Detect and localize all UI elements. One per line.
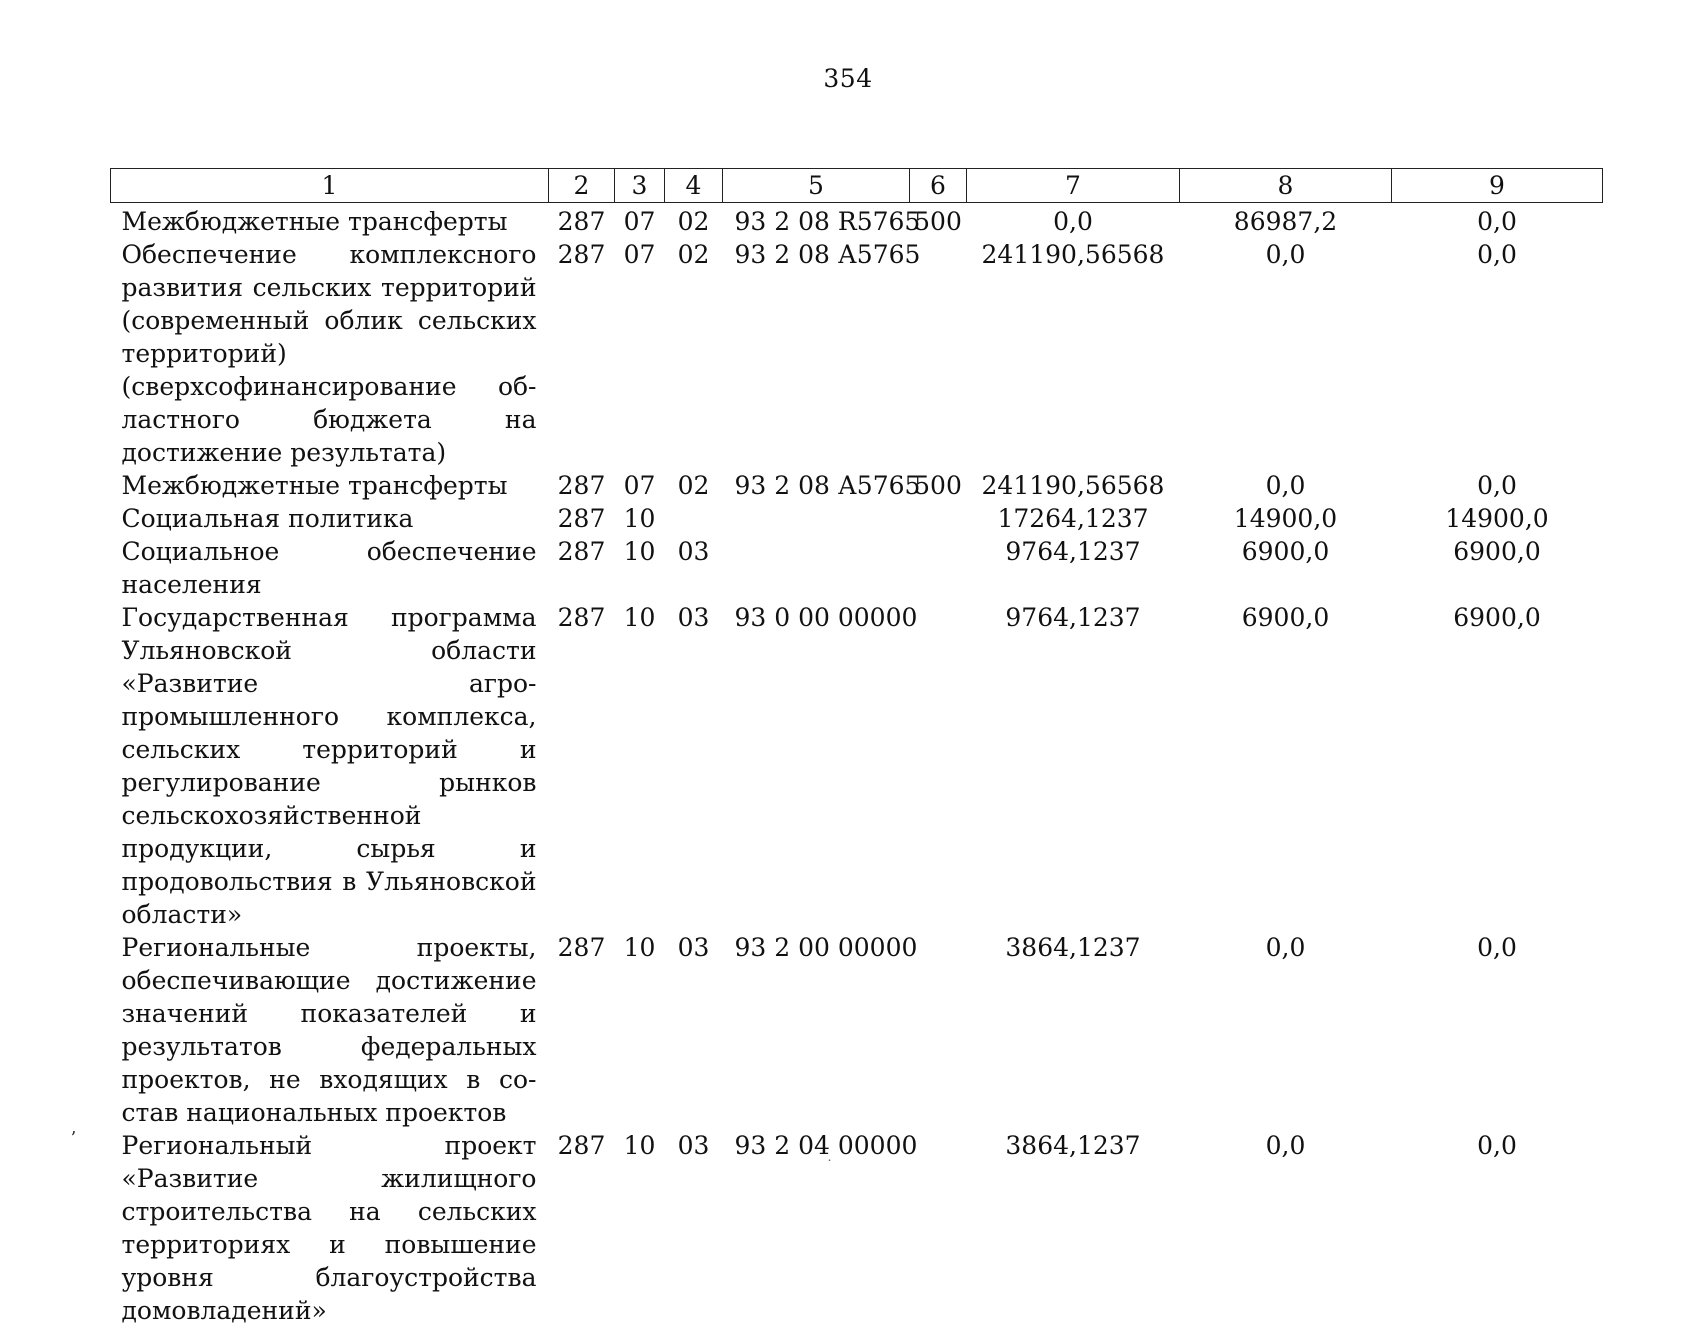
cell-amount-2: 6900,0 <box>1241 603 1330 632</box>
cell-amount-2: 0,0 <box>1265 240 1306 269</box>
cell-amount-2: 86987,2 <box>1233 207 1338 236</box>
cell-section: 10 <box>623 504 656 533</box>
column-header: 3 <box>615 169 665 203</box>
table-row <box>111 203 1603 239</box>
cell-admin-code: 287 <box>557 933 606 962</box>
cell-target-article: 93 2 04 00000 <box>734 1131 918 1160</box>
column-header: 5 <box>723 169 910 203</box>
column-header: 9 <box>1392 169 1603 203</box>
table-row <box>111 502 1603 535</box>
row-name: Межбюджетные трансферты <box>121 471 508 500</box>
cell-amount-3: 6900,0 <box>1453 537 1541 566</box>
cell-amount-1: 3864,1237 <box>1005 1131 1141 1160</box>
cell-expense-type <box>910 1129 967 1327</box>
cell-amount-1: 9764,1237 <box>1005 603 1141 632</box>
cell-amount-1: 17264,1237 <box>997 504 1149 533</box>
cell-subsection: 03 <box>677 933 710 962</box>
cell-section: 07 <box>623 207 656 236</box>
header-row <box>111 169 1603 203</box>
cell-amount-1: 241190,56568 <box>981 471 1165 500</box>
cell-amount-1: 9764,1237 <box>1005 537 1141 566</box>
table-row <box>111 601 1603 931</box>
cell-amount-2: 6900,0 <box>1241 537 1330 566</box>
table-row <box>111 238 1603 469</box>
table-row <box>111 535 1603 601</box>
cell-section: 10 <box>623 537 656 566</box>
cell-expense-type <box>910 535 967 601</box>
cell-section: 07 <box>623 471 656 500</box>
cell-target-article: 93 2 08 А5765 <box>734 471 921 500</box>
cell-admin-code: 287 <box>557 504 606 533</box>
cell-target-article: 93 2 00 00000 <box>734 933 918 962</box>
scan-mark: ˙ <box>826 1158 833 1174</box>
column-header: 6 <box>910 169 967 203</box>
cell-amount-3: 0,0 <box>1477 1131 1517 1160</box>
column-header: 4 <box>665 169 723 203</box>
cell-section: 10 <box>623 933 656 962</box>
cell-expense-type: 500 <box>914 207 962 236</box>
cell-subsection <box>665 502 723 535</box>
table-row <box>111 469 1603 502</box>
cell-section: 10 <box>623 603 656 632</box>
cell-admin-code: 287 <box>557 471 606 500</box>
cell-subsection: 02 <box>677 207 710 236</box>
cell-subsection: 02 <box>677 240 710 269</box>
cell-subsection: 03 <box>677 603 710 632</box>
cell-subsection: 03 <box>677 1131 710 1160</box>
row-name: Обеспечение комплексного развития сельских территорий (современный облик сельских территорий) (сверхсофинансирование областного бюджета на достижение результата) <box>121 240 537 467</box>
row-name: Социальная политика <box>121 504 414 533</box>
table-row <box>111 1129 1603 1327</box>
cell-amount-1: 241190,56568 <box>981 240 1165 269</box>
cell-amount-2: 0,0 <box>1265 1131 1306 1160</box>
cell-target-article: 93 0 00 00000 <box>734 603 918 632</box>
cell-target-article <box>723 535 910 601</box>
cell-amount-3: 6900,0 <box>1453 603 1541 632</box>
cell-amount-3: 14900,0 <box>1445 504 1549 533</box>
row-name: Межбюджетные трансферты <box>121 207 508 236</box>
table-row <box>111 931 1603 1129</box>
column-header: 8 <box>1180 169 1392 203</box>
row-name: Социальное обеспечение населения <box>121 537 537 599</box>
page-number: 354 <box>823 64 873 93</box>
cell-target-article <box>723 502 910 535</box>
cell-amount-2: 14900,0 <box>1233 504 1338 533</box>
cell-subsection: 03 <box>677 537 710 566</box>
column-header: 2 <box>549 169 615 203</box>
cell-admin-code: 287 <box>557 603 606 632</box>
cell-amount-3: 0,0 <box>1477 471 1517 500</box>
cell-admin-code: 287 <box>557 537 606 566</box>
cell-expense-type <box>910 238 967 469</box>
cell-section: 10 <box>623 1131 656 1160</box>
cell-admin-code: 287 <box>557 1131 606 1160</box>
cell-target-article: 93 2 08 R5765 <box>734 207 921 236</box>
cell-section: 07 <box>623 240 656 269</box>
cell-amount-3: 0,0 <box>1477 240 1517 269</box>
cell-amount-2: 0,0 <box>1265 471 1306 500</box>
row-name: Региональные проекты, обеспечивающие достижение значений показателей и результатов федеральных проектов, не входящих в состав национальных проектов <box>121 933 537 1127</box>
cell-amount-1: 0,0 <box>1053 207 1093 236</box>
cell-expense-type: 500 <box>914 471 962 500</box>
cell-admin-code: 287 <box>557 240 606 269</box>
scan-mark: ʼ <box>70 1128 76 1149</box>
budget-table <box>110 168 1603 1327</box>
cell-expense-type <box>910 601 967 931</box>
cell-expense-type <box>910 502 967 535</box>
column-header: 7 <box>967 169 1180 203</box>
cell-amount-3: 0,0 <box>1477 933 1517 962</box>
cell-expense-type <box>910 931 967 1129</box>
cell-amount-3: 0,0 <box>1477 207 1517 236</box>
cell-target-article: 93 2 08 А5765 <box>734 240 921 269</box>
cell-admin-code: 287 <box>557 207 606 236</box>
column-header: 1 <box>111 169 549 203</box>
row-name: Региональный проект «Развитие жилищного строительства на сельских территориях и повышение уровня благоустройства домовладений» <box>121 1131 537 1325</box>
cell-subsection: 02 <box>677 471 710 500</box>
cell-amount-2: 0,0 <box>1265 933 1306 962</box>
cell-amount-1: 3864,1237 <box>1005 933 1141 962</box>
row-name: Государственная программа Ульяновской области «Развитие агропромышленного комплекса, сельских территорий и регулирование рынков сельскохозяйственной продукции, сырья и продовольствия в Ульяновской области» <box>121 603 537 929</box>
